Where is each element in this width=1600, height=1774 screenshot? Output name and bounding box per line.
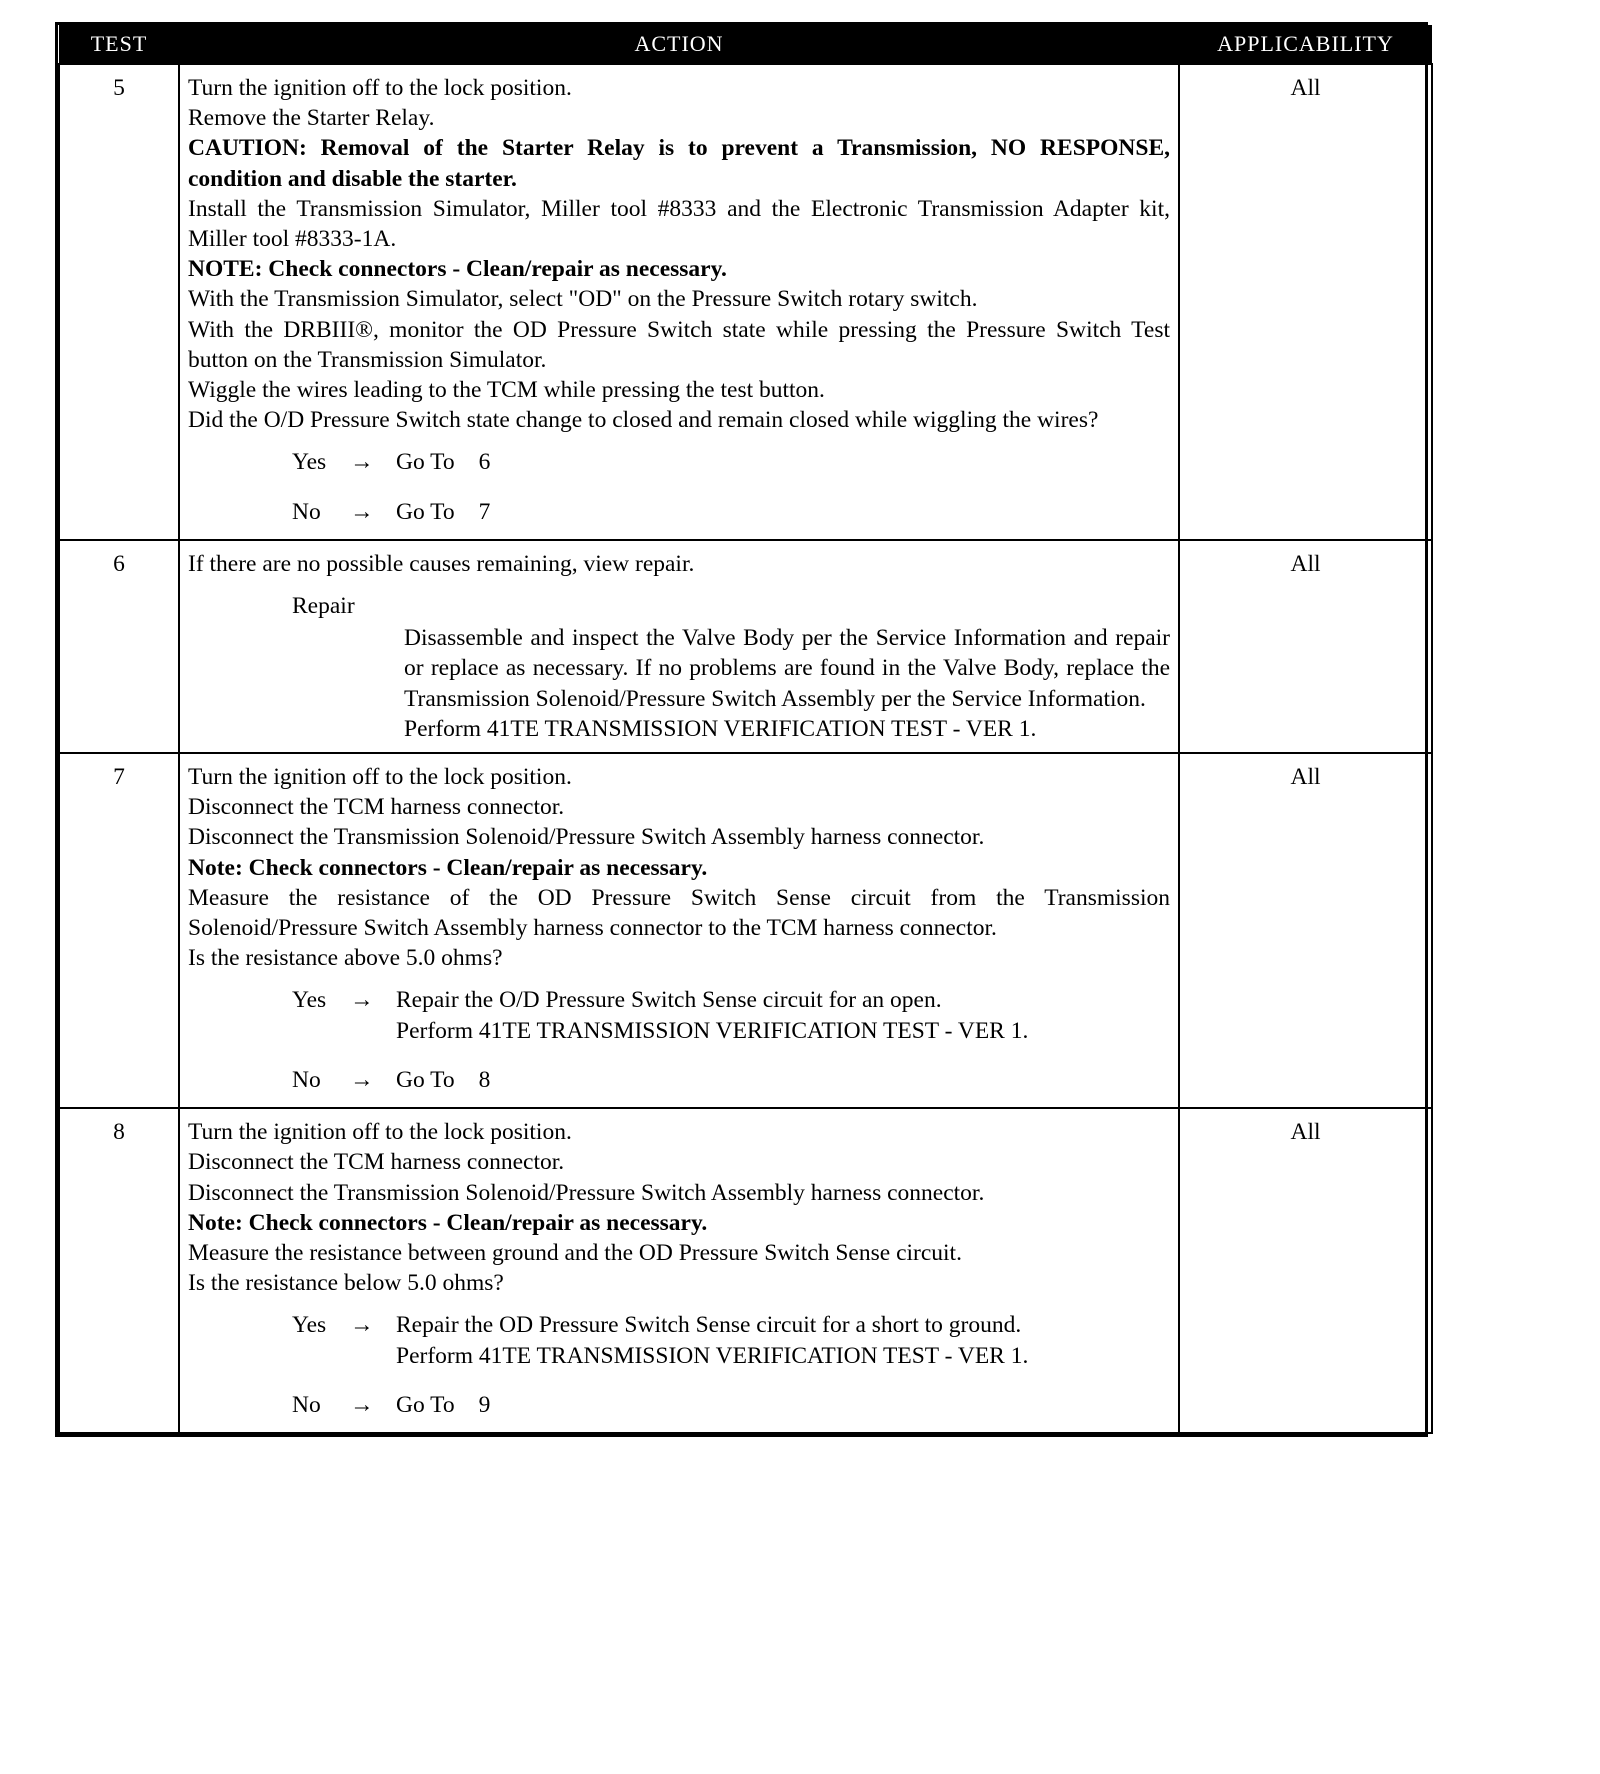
header-test: TEST bbox=[59, 25, 179, 64]
action-step: Measure the resistance between ground and the OD Pressure Switch Sense circuit. bbox=[188, 1239, 962, 1266]
caution-note: CAUTION: Removal of the Starter Relay is to prevent a Transmission, NO RESPONSE, condition and disable the starter. bbox=[188, 135, 1170, 192]
applicability-value: All bbox=[1179, 64, 1432, 540]
answer-yes bbox=[188, 1310, 1170, 1370]
action-step: Measure the resistance of the OD Pressure Switch Sense circuit from the Transmission Solenoid/Pressure Switch Assembly harness connector to the TCM harness connector. bbox=[188, 884, 1170, 942]
repair-block bbox=[188, 591, 1170, 744]
action-step: Did the O/D Pressure Switch state change to closed and remain closed while wiggling the wires? bbox=[188, 407, 1099, 434]
arrow-right-icon: → bbox=[350, 1391, 374, 1418]
answer-label: No bbox=[292, 1391, 321, 1418]
answer-label: No bbox=[292, 1066, 321, 1093]
diagnostic-test-table bbox=[55, 22, 1428, 1437]
action-cell bbox=[179, 753, 1179, 1108]
answer-label: Yes bbox=[292, 987, 327, 1014]
goto-target: 9 bbox=[478, 1391, 491, 1418]
action-step: Remove the Starter Relay. bbox=[188, 105, 435, 132]
applicability-value: All bbox=[1179, 1108, 1432, 1433]
action-step: Turn the ignition off to the lock position. bbox=[188, 764, 572, 791]
arrow-right-icon: → bbox=[350, 498, 374, 525]
table-row bbox=[59, 540, 1432, 753]
header-applicability: APPLICABILITY bbox=[1179, 25, 1432, 64]
action-step: Disconnect the Transmission Solenoid/Pressure Switch Assembly harness connector. bbox=[188, 824, 985, 851]
answer-label: No bbox=[292, 498, 321, 525]
table-body bbox=[59, 64, 1432, 1433]
action-step: Is the resistance above 5.0 ohms? bbox=[188, 945, 503, 972]
action-step: If there are no possible causes remaining, view repair. bbox=[188, 550, 695, 577]
answer-label: Yes bbox=[292, 1312, 327, 1339]
goto-label: Go To bbox=[396, 449, 455, 476]
action-cell bbox=[179, 540, 1179, 753]
repair-label: Repair bbox=[292, 593, 355, 620]
arrow-right-icon: → bbox=[350, 1312, 374, 1339]
answer-options bbox=[188, 447, 1170, 526]
caution-note: NOTE: Check connectors - Clean/repair as necessary. bbox=[188, 256, 727, 283]
arrow-right-icon: → bbox=[350, 987, 374, 1014]
goto-label: Go To bbox=[396, 498, 455, 525]
table-row bbox=[59, 64, 1432, 540]
repair-text: Disassemble and inspect the Valve Body per the Service Information and repair or replace as necessary. If no problems are found in the Valve Body, replace the Transmission Solenoid/Pressure Switch Assembly per the Service Information. bbox=[404, 625, 1170, 712]
answer-yes bbox=[188, 447, 1170, 477]
goto-target: 8 bbox=[478, 1066, 491, 1093]
action-cell bbox=[179, 64, 1179, 540]
repair-result-text: Repair the OD Pressure Switch Sense circuit for a short to ground. bbox=[396, 1312, 1022, 1339]
action-step: Disconnect the TCM harness connector. bbox=[188, 1149, 565, 1176]
perform-verification-text: Perform 41TE TRANSMISSION VERIFICATION TEST - VER 1. bbox=[396, 1017, 1029, 1044]
answer-options bbox=[188, 1310, 1170, 1420]
caution-note: Note: Check connectors - Clean/repair as necessary. bbox=[188, 854, 708, 881]
action-cell bbox=[179, 1108, 1179, 1433]
goto-target: 7 bbox=[478, 498, 491, 525]
test-number: 6 bbox=[59, 540, 179, 753]
answer-yes bbox=[188, 985, 1170, 1045]
applicability-value: All bbox=[1179, 753, 1432, 1108]
answer-no bbox=[188, 1065, 1170, 1095]
arrow-right-icon: → bbox=[350, 449, 374, 476]
answer-no bbox=[188, 497, 1170, 527]
test-number: 7 bbox=[59, 753, 179, 1108]
action-step: Disconnect the Transmission Solenoid/Pressure Switch Assembly harness connector. bbox=[188, 1179, 985, 1206]
table-row bbox=[59, 753, 1432, 1108]
answer-result bbox=[396, 1065, 1170, 1095]
answer-options bbox=[188, 985, 1170, 1095]
test-number: 8 bbox=[59, 1108, 179, 1433]
action-step: Turn the ignition off to the lock position. bbox=[188, 75, 572, 101]
test-table bbox=[58, 25, 1433, 1434]
goto-label: Go To bbox=[396, 1391, 455, 1418]
repair-result-text: Repair the O/D Pressure Switch Sense circuit for an open. bbox=[396, 987, 942, 1014]
arrow-right-icon: → bbox=[350, 1066, 374, 1093]
table-header bbox=[59, 25, 1432, 64]
answer-result bbox=[396, 447, 1170, 477]
perform-verification-text: Perform 41TE TRANSMISSION VERIFICATION TEST - VER 1. bbox=[396, 1342, 1029, 1369]
action-step: Wiggle the wires leading to the TCM while pressing the test button. bbox=[188, 377, 825, 404]
answer-result bbox=[396, 1310, 1170, 1370]
repair-instructions bbox=[188, 623, 1170, 744]
answer-no bbox=[188, 1390, 1170, 1420]
applicability-value: All bbox=[1179, 540, 1432, 753]
action-step: Install the Transmission Simulator, Miller tool #8333 and the Electronic Transmission Adapter kit, Miller tool #8333-1A. bbox=[188, 195, 1170, 253]
answer-result bbox=[396, 1390, 1170, 1420]
answer-result bbox=[396, 985, 1170, 1045]
test-number: 5 bbox=[59, 64, 179, 540]
action-step: With the DRBIII®, monitor the OD Pressure Switch state while pressing the Pressure Switch Test button on the Transmission Simulator. bbox=[188, 316, 1170, 373]
action-step: With the Transmission Simulator, select "OD" on the Pressure Switch rotary switch. bbox=[188, 286, 978, 313]
action-step: Disconnect the TCM harness connector. bbox=[188, 794, 565, 821]
answer-label: Yes bbox=[292, 449, 327, 476]
action-step: Turn the ignition off to the lock position. bbox=[188, 1119, 572, 1146]
answer-result bbox=[396, 497, 1170, 527]
caution-note: Note: Check connectors - Clean/repair as necessary. bbox=[188, 1209, 708, 1236]
action-step: Is the resistance below 5.0 ohms? bbox=[188, 1270, 504, 1297]
header-action: ACTION bbox=[179, 25, 1179, 64]
goto-label: Go To bbox=[396, 1066, 455, 1093]
perform-verification-text: Perform 41TE TRANSMISSION VERIFICATION TEST - VER 1. bbox=[404, 715, 1037, 742]
table-row bbox=[59, 1108, 1432, 1433]
goto-target: 6 bbox=[478, 449, 491, 476]
